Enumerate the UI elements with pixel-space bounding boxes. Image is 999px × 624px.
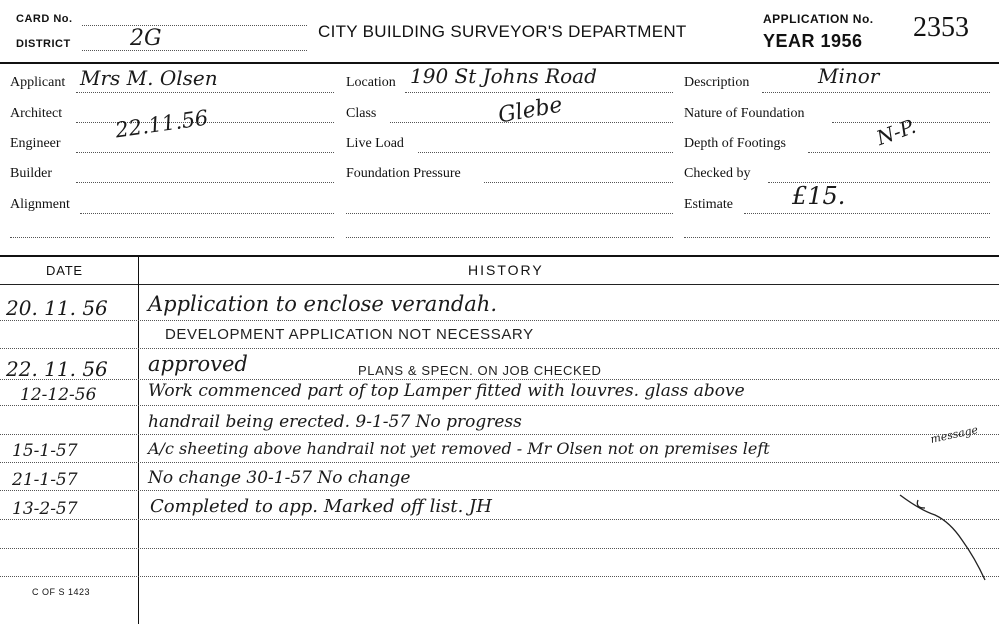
history-row-6-note: message [929, 423, 980, 446]
application-no: 2353 [913, 12, 969, 43]
history-row-3-date: 22. 11. 56 [6, 357, 108, 381]
history-row-4-text: Work commenced part of top Lamper fitted with louvres. glass above [148, 381, 745, 401]
history-row-8-date: 13-2-57 [12, 499, 78, 519]
date-column-header: DATE [46, 263, 83, 278]
history-row-1-text: Application to enclose verandah. [148, 292, 498, 316]
pen-scribble-mark [890, 480, 999, 590]
estimate-label: Estimate [684, 197, 733, 212]
engineer-label: Engineer [10, 136, 61, 151]
alignment-label: Alignment [10, 197, 70, 212]
history-column-header: HISTORY [468, 262, 544, 278]
form-code: C OF S 1423 [32, 587, 91, 597]
foundation-pressure-label: Foundation Pressure [346, 166, 461, 181]
plans-checked-stamp: PLANS & SPECN. ON JOB CHECKED [358, 363, 602, 378]
depth-of-footings-value: N-P. [873, 113, 919, 151]
nature-of-foundation-label: Nature of Foundation [684, 106, 805, 121]
district-value: 2G [130, 26, 162, 51]
class-value: Glebe [496, 92, 565, 129]
checked-by-label: Checked by [684, 166, 751, 181]
location-value: 190 St Johns Road [410, 64, 597, 88]
history-row-6-date: 15-1-57 [12, 441, 78, 461]
history-row-7-text: No change 30-1-57 No change [148, 468, 411, 488]
engineer-value: 22.11.56 [113, 105, 210, 143]
year-label: YEAR 1956 [763, 31, 863, 51]
history-row-5-text: handrail being erected. 9-1-57 No progress [148, 412, 522, 432]
depth-of-footings-label: Depth of Footings [684, 136, 786, 151]
history-row-3-text: approved [148, 352, 248, 376]
history-row-8-text: Completed to app. Marked off list. JH [150, 496, 492, 517]
history-row-6-text: A/c sheeting above handrail not yet removed - Mr Olsen not on premises left [148, 439, 770, 458]
development-stamp: DEVELOPMENT APPLICATION NOT NECESSARY [165, 326, 534, 343]
location-label: Location [346, 75, 396, 90]
department-title: CITY BUILDING SURVEYOR'S DEPARTMENT [318, 22, 687, 41]
applicant-value: Mrs M. Olsen [80, 66, 218, 90]
history-row-7-date: 21-1-57 [12, 470, 78, 490]
description-value: Minor [818, 64, 880, 88]
class-label: Class [346, 106, 377, 121]
history-row-1-date: 20. 11. 56 [6, 296, 108, 320]
estimate-value: £15. [792, 182, 846, 210]
card-no-label: CARD No. [16, 13, 73, 25]
district-label: DISTRICT [16, 38, 71, 50]
live-load-label: Live Load [346, 136, 404, 151]
application-no-label: APPLICATION No. [763, 12, 874, 26]
history-row-4-date: 12-12-56 [20, 385, 97, 405]
applicant-label: Applicant [10, 75, 66, 90]
description-label: Description [684, 75, 750, 90]
builder-label: Builder [10, 166, 52, 181]
architect-label: Architect [10, 106, 63, 121]
